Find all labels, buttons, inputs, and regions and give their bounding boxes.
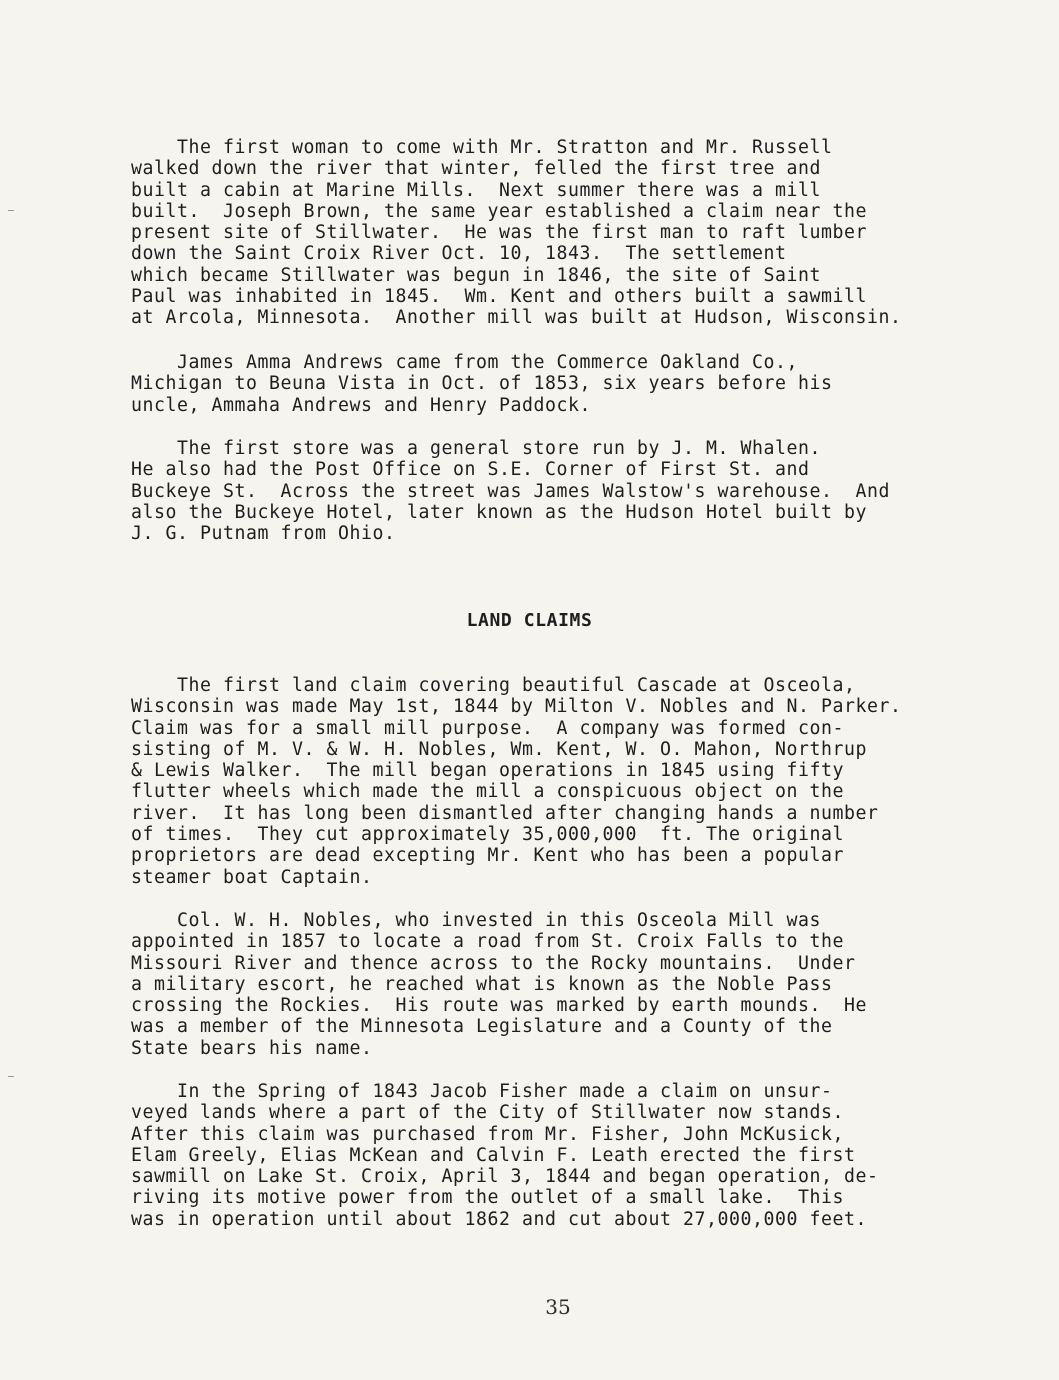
margin-mark <box>8 1076 14 1077</box>
paragraph-first-settlers: The first woman to come with Mr. Stratton and Mr. Russell walked down the river that winter, felled the first tree and built a cabin at Marine Mills. Next summer there was a mill built. Joseph Brown, the same year established a claim near the present site of Stillwater. He was the first man to raft lumber down the Saint Croix River Oct. 10, 1843. The settlement which became Stillwater was begun in 1846, the site of Saint Paul was inhabited in 1845. Wm. Kent and others built a sawmill at Arcola, Minnesota. Another mill was built at Hudson, Wisconsin. <box>131 137 902 329</box>
paragraph-nobles: Col. W. H. Nobles, who invested in this Osceola Mill was appointed in 1857 to locate a road from St. Croix Falls to the Missouri River and thence across to the Rocky mountains. Under a military escort, he reached what is known as the Noble Pass crossing the Rockies. His route was marked by earth mounds. He was a member of the Minnesota Legislature and a County of the State bears his name. <box>131 910 867 1059</box>
page-number: 35 <box>545 1295 571 1319</box>
paragraph-first-store: The first store was a general store run by J. M. Whalen. He also had the Post Office on S.E. Corner of First St. and Buckeye St. Across the street was James Walstow's warehouse. And also the Buckeye Hotel, later known as the Hudson Hotel built by J. G. Putnam from Ohio. <box>131 438 890 545</box>
paragraph-fisher-claim: In the Spring of 1843 Jacob Fisher made a claim on unsur- veyed lands where a part of the City of Stillwater now stands. After this claim was purchased from Mr. Fisher, John McKusick, Elam Greely, Elias McKean and Calvin F. Leath erected the first sawmill on Lake St. Croix, April 3, 1844 and began operation, de- riving its motive power from the outlet of a small lake. This was in operation until about 1862 and cut about 27,000,000 feet. <box>131 1081 879 1230</box>
paragraph-andrews: James Amma Andrews came from the Commerce Oakland Co., Michigan to Beuna Vista in Oct. of 1853, six years before his uncle, Ammaha Andrews and Henry Paddock. <box>131 352 833 416</box>
margin-mark <box>8 210 14 211</box>
section-heading: LAND CLAIMS <box>466 610 593 631</box>
paragraph-first-land-claim: The first land claim covering beautiful Cascade at Osceola, Wisconsin was made May 1st, 1844 by Milton V. Nobles and N. Parker. Claim was for a small mill purpose. A company was formed con- sisting of M. V. & W. H. Nobles, Wm. Kent, W. O. Mahon, Northrup & Lewis Walker. The mill began operations in 1845 using fifty flutter wheels which made the mill a conspicuous object on the river. It has long been dismantled after changing hands a number of times. They cut approximately 35,000,000 ft. The original proprietors are dead excepting Mr. Kent who has been a popular steamer boat Captain. <box>131 675 902 888</box>
